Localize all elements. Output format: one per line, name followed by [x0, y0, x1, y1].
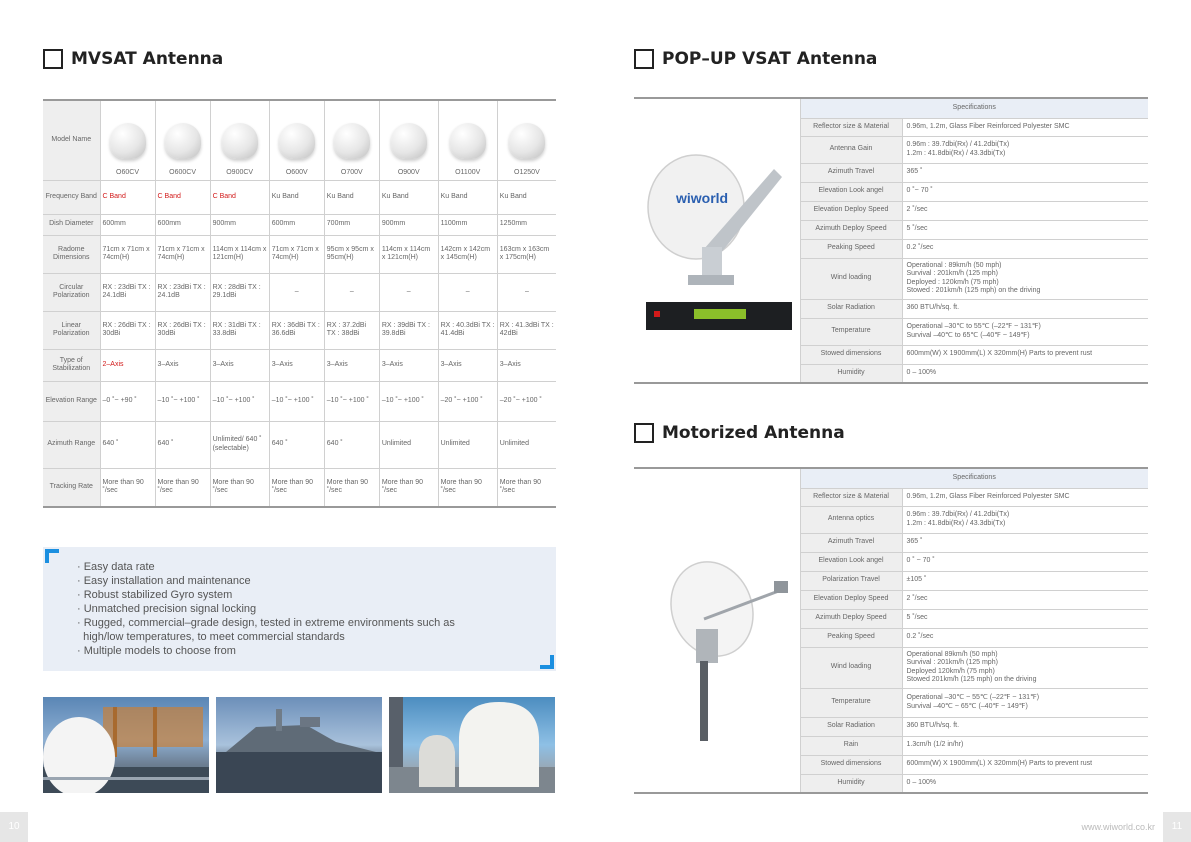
table-cell: 640 ˚	[324, 421, 379, 468]
table-cell: Ku Band	[497, 180, 556, 214]
spec-value: 0.96m : 39.7dbi(Rx) / 41.2dbi(Tx) 1.2m : 41.8dbi(Rx) / 43.3dbi(Tx)	[902, 506, 1148, 533]
spec-value: 5 ˚/sec	[902, 609, 1148, 628]
table-cell: –20 ˚~ +100 ˚	[438, 381, 497, 421]
table-cell: –0 ˚~ +90 ˚	[100, 381, 155, 421]
table-cell: C Band	[155, 180, 210, 214]
spec-value: 0.96m : 39.7dbi(Rx) / 41.2dbi(Tx) 1.2m : 41.8dbi(Rx) / 43.3dbi(Tx)	[902, 136, 1148, 163]
table-cell: C Band	[210, 180, 269, 214]
table-cell: More than 90 ˚/sec	[100, 468, 155, 507]
table-cell: 95cm x 95cm x 95cm(H)	[324, 235, 379, 273]
table-cell: 900mm	[379, 214, 438, 235]
antenna-dome-image	[450, 123, 486, 159]
table-cell: RX : 31dBi TX : 33.8dBi	[210, 311, 269, 349]
table-cell: 3–Axis	[155, 349, 210, 381]
spec-label: Elevation Deploy Speed	[800, 590, 902, 609]
row-header: Type of Stabilization	[43, 349, 100, 381]
spec-value: 0.96m, 1.2m, Glass Fiber Reinforced Polyester SMC	[902, 118, 1148, 136]
table-cell: 3–Axis	[210, 349, 269, 381]
specifications-header: Specifications	[800, 468, 1148, 488]
features-box	[43, 547, 556, 671]
table-cell: –	[324, 273, 379, 311]
spec-label: Wind loading	[800, 258, 902, 299]
antenna-dome-image	[334, 123, 370, 159]
table-header-row	[634, 98, 1148, 118]
spec-value: 0.96m, 1.2m, Glass Fiber Reinforced Polyester SMC	[902, 488, 1148, 506]
table-cell: More than 90 ˚/sec	[324, 468, 379, 507]
table-cell: Ku Band	[379, 180, 438, 214]
motorized-antenna-image	[634, 469, 800, 792]
row-header: Dish Diameter	[43, 214, 100, 235]
spec-label: Stowed dimensions	[800, 755, 902, 774]
spec-label: Elevation Look angel	[800, 182, 902, 201]
page-number: 11	[1163, 812, 1191, 842]
table-header-row	[634, 468, 1148, 488]
table-cell: –10 ˚~ +100 ˚	[379, 381, 438, 421]
antenna-dome-image	[110, 123, 146, 159]
table-cell: 3–Axis	[324, 349, 379, 381]
table-cell: RX : 23dBi TX : 24.1dB	[155, 273, 210, 311]
table-cell: RX : 23dBi TX : 24.1dBi	[100, 273, 155, 311]
table-row	[43, 180, 556, 214]
table-cell: RX : 36dBi TX : 36.6dBi	[269, 311, 324, 349]
spec-label: Antenna Gain	[800, 136, 902, 163]
table-row	[43, 311, 556, 349]
spec-label: Humidity	[800, 774, 902, 793]
features-list	[77, 560, 517, 658]
table-cell: –10 ˚~ +100 ˚	[269, 381, 324, 421]
model-name: O900V	[397, 169, 420, 177]
model-name: O700V	[340, 169, 363, 177]
table-cell: RX : 28dBi TX : 29.1dBi	[210, 273, 269, 311]
antenna-dome-image	[222, 123, 258, 159]
wiworld-logo: wiworld	[676, 190, 729, 206]
table-cell: –	[497, 273, 556, 311]
photo-radome-deck	[389, 697, 555, 793]
spec-value: Operational –30℃ ~ 55℃ (–22℉ ~ 131℉) Survival –40℃ ~ 65℃ (–40℉ ~ 149℉)	[902, 688, 1148, 717]
table-cell: 71cm x 71cm x 74cm(H)	[100, 235, 155, 273]
spec-label: Antenna optics	[800, 506, 902, 533]
table-cell: 700mm	[324, 214, 379, 235]
table-cell: 640 ˚	[155, 421, 210, 468]
popup-antenna-image	[634, 99, 800, 382]
spec-label: Azimuth Travel	[800, 163, 902, 182]
spec-value: 2 ˚/sec	[902, 590, 1148, 609]
table-cell: More than 90 ˚/sec	[210, 468, 269, 507]
table-cell: 2–Axis	[100, 349, 155, 381]
table-cell: 640 ˚	[100, 421, 155, 468]
spec-value: 0 ˚ ~ 70 ˚	[902, 552, 1148, 571]
spec-label: Elevation Look angel	[800, 552, 902, 571]
table-cell: –	[269, 273, 324, 311]
spec-label: Solar Radiation	[800, 299, 902, 318]
page-number: 10	[0, 812, 28, 842]
spec-value: 365 ˚	[902, 533, 1148, 552]
checkbox-square-icon	[634, 423, 654, 443]
table-cell: More than 90 ˚/sec	[438, 468, 497, 507]
table-cell: 600mm	[155, 214, 210, 235]
table-cell: 640 ˚	[269, 421, 324, 468]
spec-label: Wind loading	[800, 647, 902, 688]
table-cell: –10 ˚~ +100 ˚	[155, 381, 210, 421]
model-cell	[379, 100, 438, 180]
table-cell: More than 90 ˚/sec	[155, 468, 210, 507]
feature-item: · Unmatched precision signal locking	[77, 603, 257, 615]
spec-value: 360 BTU/h/sq. ft.	[902, 717, 1148, 736]
feature-item: · Robust stabilized Gyro system	[77, 589, 233, 601]
table-cell: 163cm x 163cm x 175cm(H)	[497, 235, 556, 273]
motorized-spec-table	[634, 467, 1148, 794]
spec-label: Peaking Speed	[800, 239, 902, 258]
spec-value: 0.2 ˚/sec	[902, 239, 1148, 258]
spec-value: 2 ˚/sec	[902, 201, 1148, 220]
table-cell: –10 ˚~ +100 ˚	[210, 381, 269, 421]
corner-bracket-icon	[45, 549, 59, 563]
mvsat-spec-table	[43, 99, 556, 508]
spec-label: Polarization Travel	[800, 571, 902, 590]
popup-title-text: POP–UP VSAT Antenna	[662, 49, 878, 69]
row-header: Linear Polarization	[43, 311, 100, 349]
spec-value: Operational : 89km/h (50 mph) Survival : 201km/h (125 mph) Deployed : 120km/h (75 mph) Stowed : 201km/h (125 mph) on the driving	[902, 258, 1148, 299]
table-row	[43, 349, 556, 381]
table-cell: More than 90 ˚/sec	[269, 468, 324, 507]
model-name: O600V	[285, 169, 308, 177]
model-name: O1100V	[455, 169, 481, 177]
model-cell	[269, 100, 324, 180]
model-cell	[497, 100, 556, 180]
popup-spec-table	[634, 97, 1148, 384]
spec-label: Stowed dimensions	[800, 345, 902, 364]
mvsat-title-text: MVSAT Antenna	[71, 49, 224, 69]
table-cell: Unlimited	[438, 421, 497, 468]
table-row	[43, 273, 556, 311]
table-cell: RX : 37.2dBi TX : 38dBi	[324, 311, 379, 349]
row-header: Radome Dimensions	[43, 235, 100, 273]
table-cell: 3–Axis	[497, 349, 556, 381]
table-cell: Ku Band	[324, 180, 379, 214]
table-cell: RX : 40.3dBi TX : 41.4dBi	[438, 311, 497, 349]
feature-item: · Easy installation and maintenance	[77, 575, 251, 587]
popup-title	[634, 49, 877, 69]
table-cell: 600mm	[100, 214, 155, 235]
spec-label: Azimuth Deploy Speed	[800, 220, 902, 239]
table-cell: RX : 26dBi TX : 30dBi	[100, 311, 155, 349]
table-cell: RX : 39dBi TX : 39.8dBi	[379, 311, 438, 349]
table-row	[43, 100, 556, 180]
model-name: O60CV	[116, 169, 139, 177]
table-cell: 114cm x 114cm x 121cm(H)	[210, 235, 269, 273]
feature-item: · Multiple models to choose from	[77, 645, 236, 657]
table-cell: 71cm x 71cm x 74cm(H)	[155, 235, 210, 273]
feature-item: · Rugged, commercial–grade design, tested in extreme environments such as	[77, 617, 455, 629]
row-header: Model Name	[43, 100, 100, 180]
antenna-dome-image	[279, 123, 315, 159]
antenna-dome-image	[391, 123, 427, 159]
spec-value: 600mm(W) X 1900mm(L) X 320mm(H) Parts to prevent rust	[902, 755, 1148, 774]
table-cell: 71cm x 71cm x 74cm(H)	[269, 235, 324, 273]
table-cell: Unlimited	[497, 421, 556, 468]
table-row	[43, 468, 556, 507]
antenna-dome-image	[165, 123, 201, 159]
table-cell: Unlimited/ 640 ˚ (selectable)	[210, 421, 269, 468]
spec-label: Peaking Speed	[800, 628, 902, 647]
table-cell: –20 ˚~ +100 ˚	[497, 381, 556, 421]
model-cell	[155, 100, 210, 180]
antenna-dome-image	[509, 123, 545, 159]
row-header: Tracking Rate	[43, 468, 100, 507]
spec-value: 0 ˚~ 70 ˚	[902, 182, 1148, 201]
spec-label: Solar Radiation	[800, 717, 902, 736]
table-row	[43, 421, 556, 468]
feature-item: high/low temperatures, to meet commercial standards	[77, 631, 345, 643]
checkbox-square-icon	[43, 49, 63, 69]
spec-label: Temperature	[800, 688, 902, 717]
spec-value: 0 – 100%	[902, 774, 1148, 793]
table-cell: –10 ˚~ +100 ˚	[324, 381, 379, 421]
product-image-cell	[634, 468, 800, 793]
table-cell: RX : 41.3dBi TX : 42dBi	[497, 311, 556, 349]
spec-label: Reflector size & Material	[800, 118, 902, 136]
model-cell	[100, 100, 155, 180]
model-cell	[438, 100, 497, 180]
table-cell: 3–Axis	[269, 349, 324, 381]
website-url: www.wiworld.co.kr	[1081, 822, 1155, 832]
table-cell: 114cm x 114cm x 121cm(H)	[379, 235, 438, 273]
spec-value: ±105 ˚	[902, 571, 1148, 590]
spec-label: Rain	[800, 736, 902, 755]
table-cell: –	[438, 273, 497, 311]
table-cell: RX : 26dBi TX : 30dBi	[155, 311, 210, 349]
model-name: O1250V	[514, 169, 540, 177]
mvsat-title	[43, 49, 223, 69]
row-header: Azimuth Range	[43, 421, 100, 468]
table-row	[43, 235, 556, 273]
motorized-title-text: Motorized Antenna	[662, 423, 845, 443]
spec-value: 1.3cm/h (1/2 in/hr)	[902, 736, 1148, 755]
spec-value: 0 – 100%	[902, 364, 1148, 383]
model-name: O900CV	[226, 169, 254, 177]
model-cell	[324, 100, 379, 180]
table-cell: More than 90 ˚/sec	[497, 468, 556, 507]
spec-value: 600mm(W) X 1900mm(L) X 320mm(H) Parts to prevent rust	[902, 345, 1148, 364]
checkbox-square-icon	[634, 49, 654, 69]
product-image-cell	[634, 98, 800, 383]
table-cell: 3–Axis	[438, 349, 497, 381]
spec-value: Operational 89km/h (50 mph) Survival : 201km/h (125 mph) Deployed 120km/h (75 mph) Stowed 201km/h (125 mph) on the driving	[902, 647, 1148, 688]
photo-dome-on-ship	[43, 697, 209, 793]
spec-label: Humidity	[800, 364, 902, 383]
row-header: Frequency Band	[43, 180, 100, 214]
specifications-header: Specifications	[800, 98, 1148, 118]
spec-label: Azimuth Travel	[800, 533, 902, 552]
table-cell: C Band	[100, 180, 155, 214]
photo-navy-ship	[216, 697, 382, 793]
spec-value: 5 ˚/sec	[902, 220, 1148, 239]
table-cell: Ku Band	[269, 180, 324, 214]
motorized-title	[634, 423, 845, 443]
table-row	[43, 381, 556, 421]
row-header: Circular Polarization	[43, 273, 100, 311]
spec-value: 360 BTU/h/sq. ft.	[902, 299, 1148, 318]
table-cell: 3–Axis	[379, 349, 438, 381]
spec-label: Temperature	[800, 318, 902, 345]
row-header: Elevation Range	[43, 381, 100, 421]
table-cell: –	[379, 273, 438, 311]
table-cell: 1100mm	[438, 214, 497, 235]
table-cell: 600mm	[269, 214, 324, 235]
spec-label: Elevation Deploy Speed	[800, 201, 902, 220]
table-cell: 900mm	[210, 214, 269, 235]
spec-value: Operational –30℃ to 55℃ (–22℉ ~ 131℉) Survival –40℃ to 65℃ (–40℉ ~ 149℉)	[902, 318, 1148, 345]
table-cell: More than 90 ˚/sec	[379, 468, 438, 507]
spec-label: Azimuth Deploy Speed	[800, 609, 902, 628]
model-cell	[210, 100, 269, 180]
spec-label: Reflector size & Material	[800, 488, 902, 506]
table-cell: Ku Band	[438, 180, 497, 214]
feature-item: · Easy data rate	[77, 561, 155, 573]
corner-bracket-icon	[540, 655, 554, 669]
spec-value: 365 ˚	[902, 163, 1148, 182]
model-name: O600CV	[169, 169, 196, 177]
table-cell: 142cm x 142cm x 145cm(H)	[438, 235, 497, 273]
table-cell: Unlimited	[379, 421, 438, 468]
spec-value: 0.2 ˚/sec	[902, 628, 1148, 647]
table-row	[43, 214, 556, 235]
table-cell: 1250mm	[497, 214, 556, 235]
